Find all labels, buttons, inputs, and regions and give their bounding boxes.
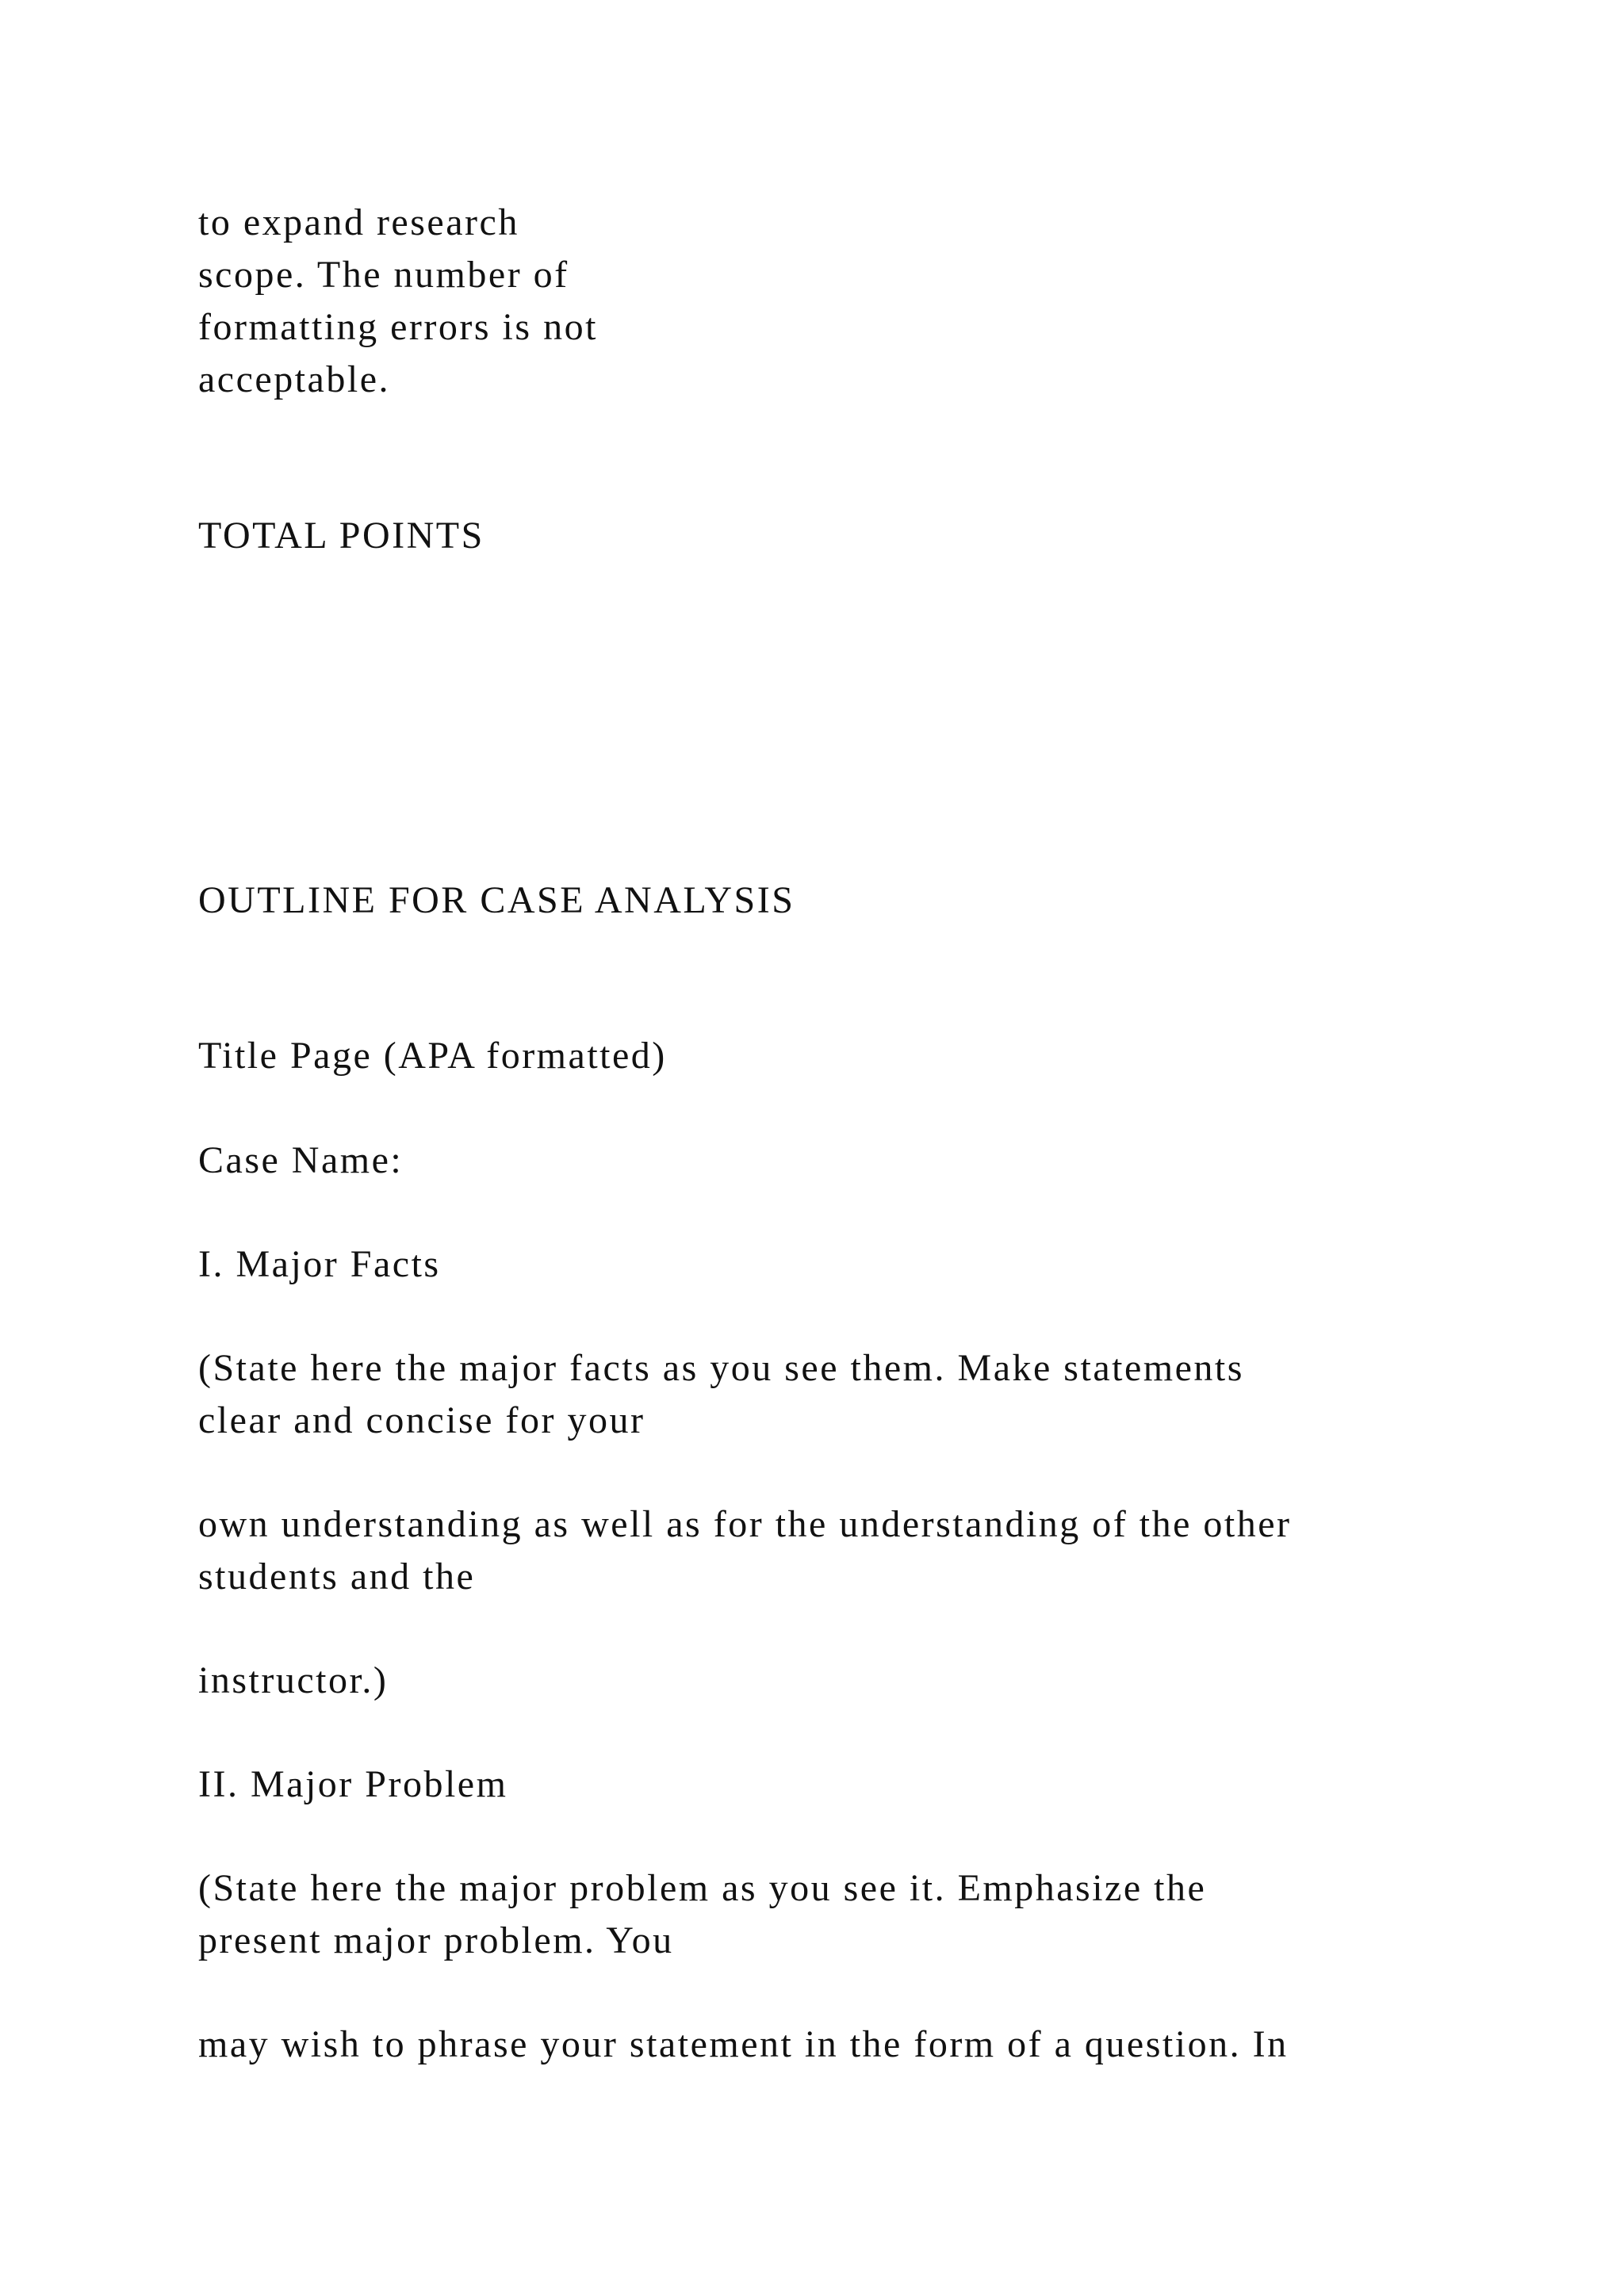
paragraph-line: (State here the major problem as you see it. Emphasize the	[198, 1867, 1207, 1909]
rubric-line: to expand research	[198, 201, 519, 243]
paragraph-line: (State here the major facts as you see them. Make statements	[198, 1347, 1244, 1389]
section-major-facts-heading: I. Major Facts	[198, 1243, 441, 1285]
case-name-line: Case Name:	[198, 1139, 404, 1181]
rubric-line: formatting errors is not	[198, 306, 598, 348]
paragraph-line: students and the	[198, 1556, 476, 1598]
total-points-label: TOTAL POINTS	[198, 515, 485, 557]
major-problem-paragraph-2: may wish to phrase your statement in the form of a question. In	[198, 2023, 1289, 2065]
paragraph-line: own understanding as well as for the understanding of the other	[198, 1503, 1292, 1545]
paragraph-line: present major problem. You	[198, 1919, 674, 1961]
major-facts-paragraph-3: instructor.)	[198, 1659, 389, 1701]
major-facts-paragraph-1	[198, 1342, 1244, 1447]
major-problem-paragraph-1	[198, 1862, 1206, 1967]
paragraph-line: clear and concise for your	[198, 1399, 645, 1441]
rubric-line: scope. The number of	[198, 254, 569, 296]
title-page-line: Title Page (APA formatted)	[198, 1035, 667, 1077]
major-facts-paragraph-2	[198, 1498, 1292, 1603]
outline-heading: OUTLINE FOR CASE ANALYSIS	[198, 879, 795, 921]
rubric-cell-text	[198, 197, 598, 406]
section-major-problem-heading: II. Major Problem	[198, 1763, 508, 1805]
rubric-line: acceptable.	[198, 358, 390, 400]
